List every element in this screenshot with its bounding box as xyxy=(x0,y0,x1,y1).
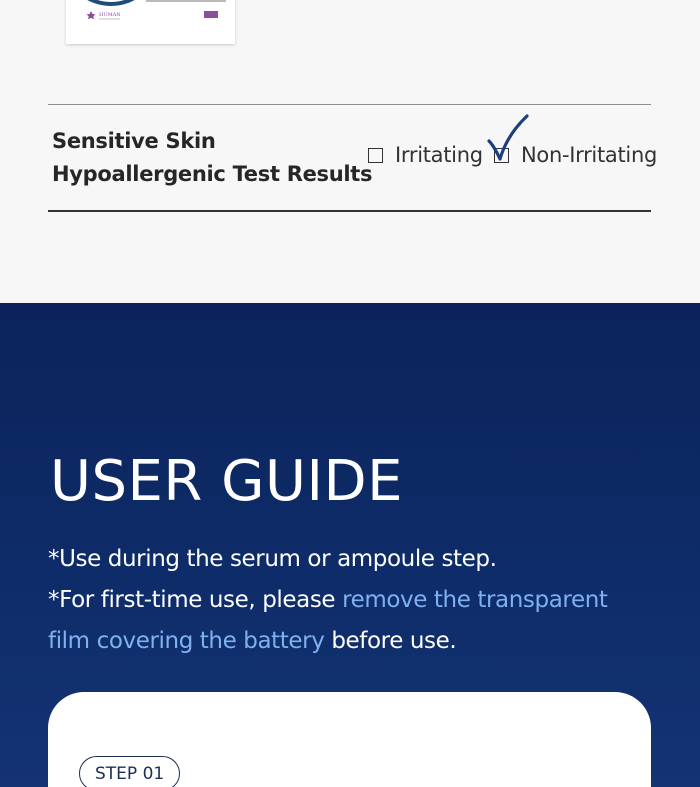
certificate-badge xyxy=(204,11,218,18)
user-guide-section xyxy=(0,303,700,787)
test-results-section xyxy=(0,0,700,303)
certificate-thumbnail xyxy=(66,0,235,44)
test-result-title-line1: Sensitive Skin xyxy=(52,129,216,153)
option-non-irritating xyxy=(494,140,657,170)
step-card xyxy=(48,692,651,787)
checkmark-icon xyxy=(487,113,529,163)
instruction-line-3-highlight: film covering the battery xyxy=(48,628,325,654)
divider-bottom xyxy=(48,210,651,212)
test-result-title xyxy=(52,125,373,191)
divider-top xyxy=(48,104,651,105)
instruction-line-2-highlight: remove the transparent xyxy=(342,587,608,613)
step-label: STEP 01 xyxy=(79,756,180,787)
instruction-line-3-suffix: before use. xyxy=(324,628,457,654)
option-irritating xyxy=(368,140,483,170)
non-irritating-checkbox xyxy=(494,148,509,163)
user-guide-title: USER GUIDE xyxy=(50,449,404,514)
certificate-text-lines xyxy=(146,0,235,10)
option-non-irritating-label: Non-Irritating xyxy=(521,143,657,167)
logo-text: HUMAN xyxy=(99,12,121,18)
instruction-line-3 xyxy=(48,621,668,662)
instruction-line-1: *Use during the serum or ampoule step. xyxy=(48,546,497,572)
irritating-checkbox xyxy=(368,148,383,163)
option-irritating-label: Irritating xyxy=(395,143,483,167)
instruction-line-2 xyxy=(48,580,668,621)
human-logo-icon xyxy=(86,8,126,22)
user-guide-instructions xyxy=(48,539,668,662)
test-result-title-line2: Hypoallergenic Test Results xyxy=(52,162,373,186)
instruction-line-2-prefix: *For first-time use, please xyxy=(48,587,343,613)
